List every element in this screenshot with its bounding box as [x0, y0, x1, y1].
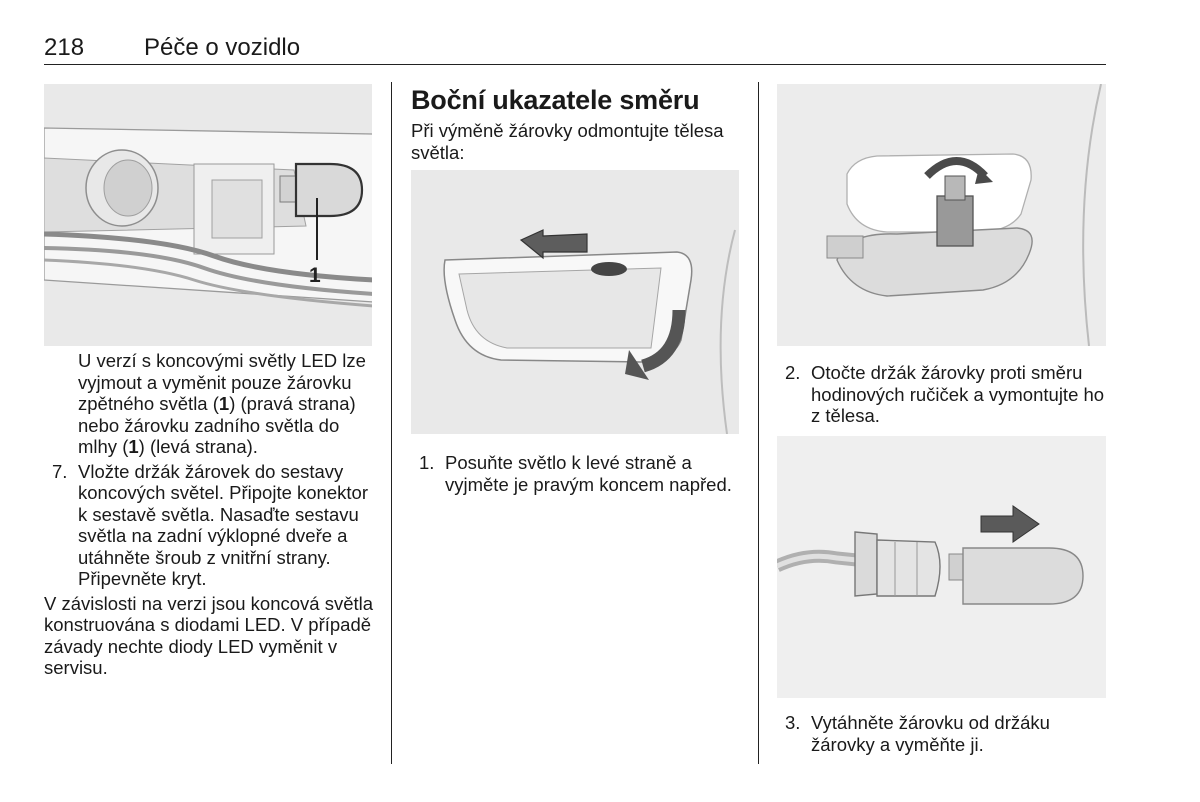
side-indicator-removal-figure [411, 170, 739, 434]
side-indicator-heading: Boční ukazatele směru [411, 85, 700, 115]
step-2-text: Otočte držák žárovky proti směru hodinových ručiček a vymontujte ho z tělesa. [811, 362, 1105, 426]
tail-light-bulb-figure [44, 84, 372, 346]
step-7 [44, 461, 374, 590]
step-7-text: Vložte držák žárovek do sestavy koncových světel. Připojte konektor k sestavě světla. Nasaďte sestavu světla na zadní výklopné dveře a utáhněte šroub z vnitřní strany. Připevněte kryt. [78, 460, 368, 589]
bulb-pull-out-figure [777, 436, 1106, 698]
led-paragraph: V závislosti na verzi jsou koncová světla konstruována s diodami LED. V případě závady nechte diody LED vyměnit v servisu. [44, 592, 374, 678]
column-divider-left [391, 82, 392, 764]
led-version-note: U verzí s koncovými světly LED lze vyjmout a vyměnit pouze žárovku zpětného světla (1) (pravá strana) nebo žárovku zadního světla do mlhy (1) (levá strana). [78, 350, 366, 457]
column-divider-right [758, 82, 759, 764]
callout-1: 1 [309, 264, 321, 287]
section-title: Péče o vozidlo [144, 34, 301, 61]
step-1-number: 1. [419, 452, 435, 473]
intro-text: Při výměně žárovky odmontujte tělesa světla: [411, 120, 724, 163]
step-3 [777, 712, 1106, 755]
step-3-text: Vytáhněte žárovku od držáku žárovky a vyměňte ji. [811, 712, 1050, 755]
page-header [44, 34, 1106, 65]
step-3-number: 3. [785, 712, 801, 733]
middle-column-top [411, 84, 743, 163]
left-column-text [44, 350, 374, 679]
bulb-holder-rotate-figure [777, 84, 1106, 346]
step-1-text: Posuňte světlo k levé straně a vyjměte je pravým koncem napřed. [445, 452, 732, 495]
step-2-number: 2. [785, 362, 801, 383]
step-1 [411, 452, 743, 495]
step-2 [777, 362, 1106, 427]
right-column-step-2 [777, 362, 1106, 427]
page-number: 218 [44, 34, 85, 61]
step-7-number: 7. [52, 460, 68, 482]
right-column-step-3 [777, 712, 1106, 755]
middle-column-bottom [411, 452, 743, 495]
